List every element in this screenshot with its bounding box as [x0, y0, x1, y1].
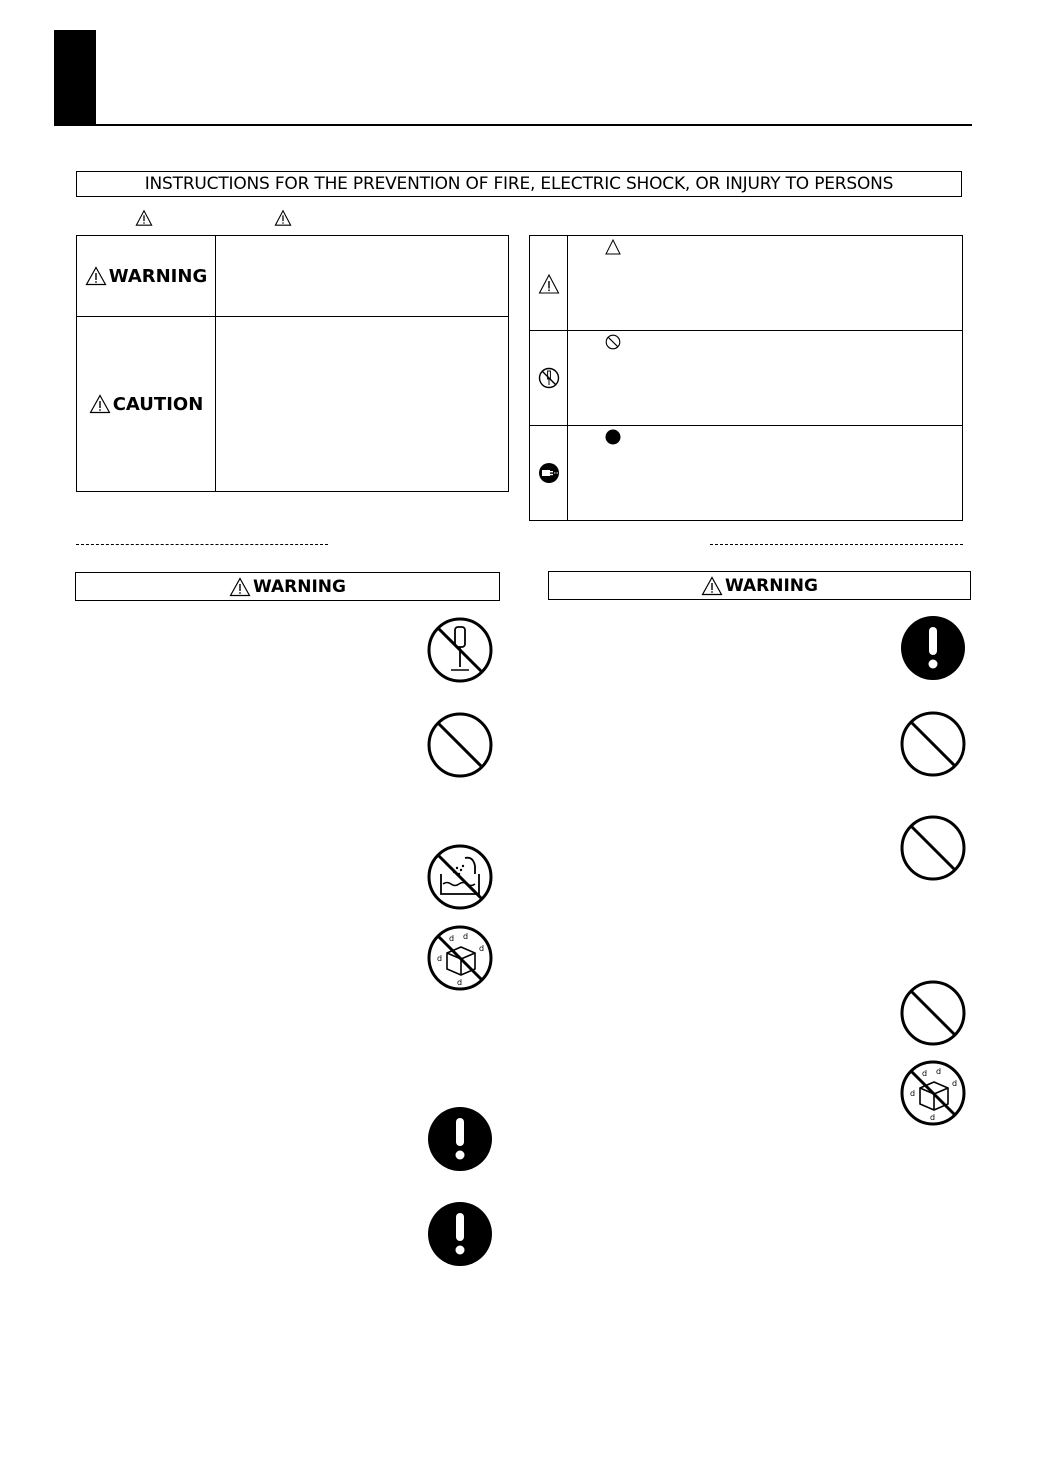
no-liquids-icon: [900, 1060, 966, 1126]
alert-triangle-icon: [135, 209, 153, 227]
prohibited-icon: [427, 712, 493, 778]
svg-text:d: d: [952, 1079, 958, 1088]
filled-circle-icon: [605, 429, 621, 445]
definitions-table: [76, 235, 509, 492]
header-rule: [54, 124, 972, 126]
no-water-bath-icon: [427, 844, 493, 910]
prohibited-icon: [900, 711, 966, 777]
mandatory-action-icon: [427, 1201, 493, 1267]
svg-text:d: d: [479, 944, 485, 953]
alert-triangle-icon: [85, 266, 107, 286]
dashed-separator: [76, 544, 328, 545]
no-liquids-icon: [427, 925, 493, 991]
right-warning-heading: WARNING: [548, 571, 971, 600]
symbols-table: [529, 235, 963, 521]
svg-text:d: d: [936, 1067, 942, 1076]
mandatory-action-icon: [900, 615, 966, 681]
svg-text:d: d: [463, 932, 469, 941]
alert-triangle-icon: [229, 577, 251, 597]
alert-triangle-icon: [701, 576, 723, 596]
triangle-outline-icon: [605, 239, 621, 255]
caution-label: CAUTION: [77, 317, 215, 491]
prohibited-icon: [900, 815, 966, 881]
caution-definition-row: [77, 317, 508, 491]
header-block: [54, 30, 96, 126]
svg-text:d: d: [437, 954, 443, 963]
alert-triangle-icon: [89, 394, 111, 414]
svg-text:d: d: [922, 1069, 928, 1078]
svg-text:d: d: [910, 1089, 916, 1098]
unplug-icon: [538, 462, 560, 484]
svg-text:d: d: [457, 978, 463, 987]
warning-definition-row: [77, 236, 508, 316]
svg-text:d: d: [930, 1113, 936, 1122]
mandatory-action-icon: [427, 1106, 493, 1172]
do-not-disassemble-icon: [538, 367, 560, 389]
svg-text:d: d: [449, 934, 455, 943]
warning-label: WARNING: [77, 236, 215, 316]
dashed-separator: [710, 544, 963, 545]
instructions-banner: INSTRUCTIONS FOR THE PREVENTION OF FIRE, ELECTRIC SHOCK, OR INJURY TO PERSONS: [76, 171, 962, 197]
left-warning-heading: WARNING: [75, 572, 500, 601]
prohibited-icon: [900, 980, 966, 1046]
do-not-disassemble-icon: [427, 617, 493, 683]
alert-triangle-icon: [274, 209, 292, 227]
alert-triangle-icon: [538, 273, 560, 295]
prohibited-icon: [605, 334, 621, 350]
